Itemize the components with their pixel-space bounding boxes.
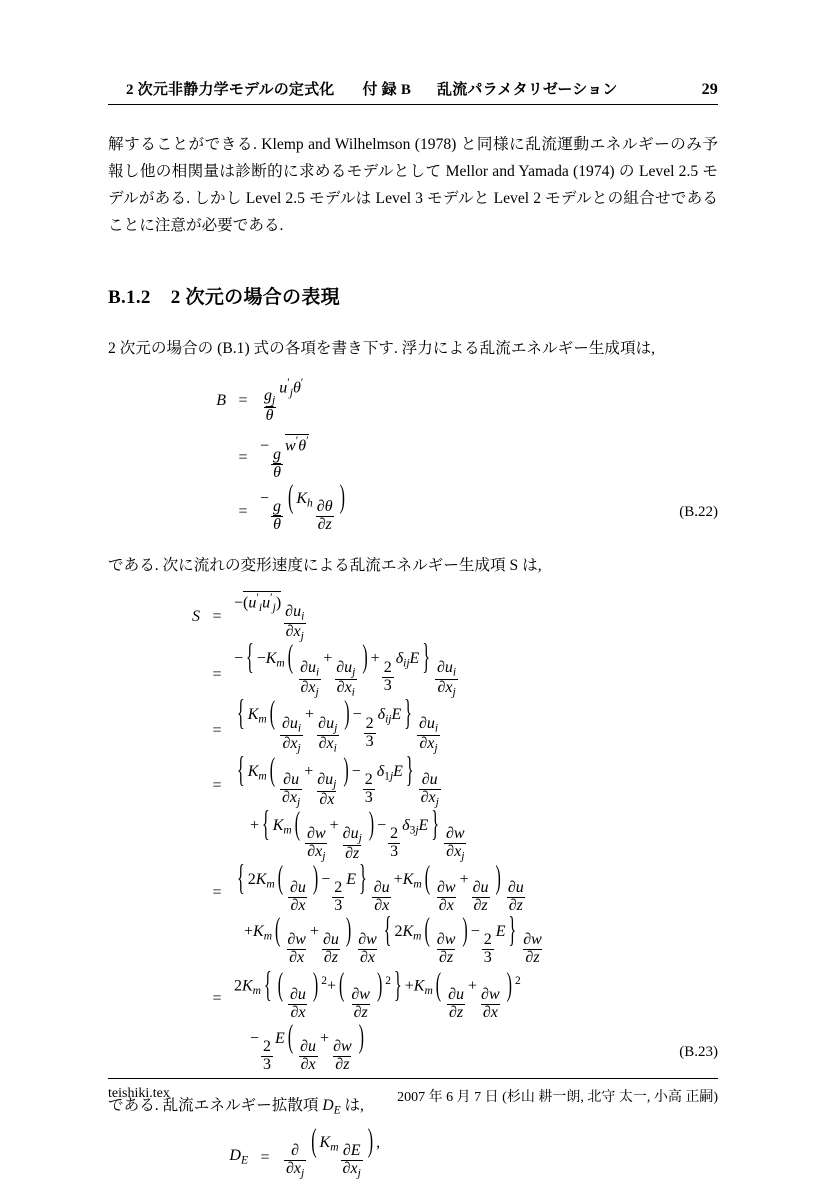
paragraph-1: 解することができる. Klemp and Wilhelmson (1978) と同様に乱流運動エネルギーのみ予報し他の相関量は診断的に求めるモデルとして Mellor and Yamada (1974) の Level 2.5 モデルがある. しかし Level 2.5 モデルは Level 3 モデルと Level 2 モデルとの組合せであることに注意が必要である. bbox=[108, 136, 718, 235]
footer-filename: teishiki.tex bbox=[108, 1086, 170, 1101]
equation-b23-line-8: = $2K_m$ { ( $\frac{\partial u}{\partial x}$ ) $^2$+ ( $\frac{\partial w}{\partial z}$ ) $^2$ } $+K_m$ ( $\frac{\partial u}{\partial z}$ + $\frac{\partial w}{\partial x}$ ) $^2$ bbox=[212, 966, 521, 1021]
equation-b22-line-1: B = $\frac{g_j}{\theta}$ $u'_j\theta'$ bbox=[108, 378, 718, 425]
equation-b23-line-6: = { $2K_m$ ( $\frac{\partial u}{\partial x}$ ) − $\frac{2}{3}$ E } $\frac{\partial u}{\partial x}$ $+K_m$ ( $\frac{\partial w}{\partial x}$ + $\frac{\partial u}{\partial z}$ ) $\frac{\partial u}{\partial z}$ bbox=[212, 859, 524, 915]
footer-rule bbox=[108, 1078, 718, 1079]
equation-b22-line-2: = − $\frac{g}{\theta}$ w′θ′ bbox=[238, 435, 309, 481]
running-head-appendix-title: 乱流パラメタリゼーション bbox=[437, 82, 618, 98]
section-number: B.1.2 bbox=[108, 286, 151, 308]
running-head-chapter-title: 2 次元非静力学モデルの定式化 bbox=[126, 82, 335, 98]
equation-b23-lhs: S bbox=[192, 607, 200, 625]
equation-b23-tag: (B.23) bbox=[679, 1043, 718, 1060]
page-number: 29 bbox=[701, 81, 718, 98]
equation-de-line-1: $D_E$ = $\frac{\partial}{\partial x_j}$ ( $K_m$ $\frac{\partial E}{\partial x_j}$ ) , bbox=[108, 1135, 718, 1180]
equation-b23-line-1: S = $-(u'_iu'_j)$ $\frac{\partial u_i}{\partial x_j}$ bbox=[108, 591, 718, 642]
page-footer bbox=[108, 1078, 718, 1106]
header-rule bbox=[108, 104, 718, 105]
equation-b23 bbox=[108, 591, 718, 1074]
paragraph-3: である. 次に流れの変形速度による乱流エネルギー生成項 S は, bbox=[108, 556, 542, 574]
equation-b23-line-2: = − { $-K_m$ ( $\frac{\partial u_i}{\partial x_j}$ + $\frac{\partial u_j}{\partial x_i}$ ) + $\frac{2}{3}$ $\delta_{ij}E$ } $\frac{\partial u_i}{\partial x_j}$ bbox=[212, 639, 457, 699]
equation-b22-lhs: B bbox=[216, 392, 226, 410]
running-head-appendix-label: 付 録 B bbox=[362, 82, 412, 98]
equation-b23-line-5: + { $K_m$ ( $\frac{\partial w}{\partial x_j}$ + $\frac{\partial u_j}{\partial z}$ ) − $\frac{2}{3}$ $\delta_{3j}E$ } $\frac{\partial w}{\partial x_j}$ bbox=[250, 805, 465, 863]
running-head bbox=[108, 78, 718, 99]
equation-b22-tag: (B.22) bbox=[679, 503, 718, 520]
section-title: 2 次元の場合の表現 bbox=[170, 286, 340, 308]
equation-b22 bbox=[108, 378, 718, 534]
equation-b23-line-4: = { $K_m$ ( $\frac{\partial u}{\partial x_j}$ + $\frac{\partial u_j}{\partial x}$ ) − $\frac{2}{3}$ $\delta_{1j}E$ } $\frac{\partial u}{\partial x_j}$ bbox=[212, 751, 439, 809]
paragraph-4: である. 乱流エネルギー拡散項 $D_E$ は, bbox=[108, 1096, 364, 1117]
paragraph-2: 2 次元の場合の (B.1) 式の各項を書き下す. 浮力による乱流エネルギー生成項は, bbox=[108, 339, 656, 357]
equation-b23-line-3: = { $K_m$ ( $\frac{\partial u_i}{\partial x_j}$ + $\frac{\partial u_j}{\partial x_i}$ ) − $\frac{2}{3}$ $\delta_{ij}E$ } $\frac{\partial u_i}{\partial x_j}$ bbox=[212, 695, 439, 755]
equation-b22-line-3: = − $\frac{g}{\theta}$ ( $K_h$ $\frac{\partial\theta}{\partial z}$ ) (B.22) bbox=[238, 480, 718, 533]
equation-b23-line-7: $+K_m$ ( $\frac{\partial w}{\partial x}$ + $\frac{\partial u}{\partial z}$ ) $\frac{\partial w}{\partial x}$ { $2K_m$ ( $\frac{\partial w}{\partial z}$ ) − $\frac{2}{3}$ E } $\frac{\partial w}{\partial z}$ bbox=[244, 911, 542, 967]
page-content bbox=[108, 78, 718, 1180]
section-heading bbox=[108, 282, 718, 309]
equation-b23-line-9: − $\frac{2}{3}$ E ( $\frac{\partial u}{\partial x}$ + $\frac{\partial w}{\partial z}$ ) (B.23) bbox=[250, 1020, 718, 1074]
equation-de bbox=[108, 1124, 718, 1180]
footer-date-authors: 2007 年 6 月 7 日 (杉山 耕一朗, 北守 太一, 小高 正嗣) bbox=[397, 1090, 718, 1105]
equation-de-lhs: $D_E$ bbox=[229, 1147, 248, 1167]
